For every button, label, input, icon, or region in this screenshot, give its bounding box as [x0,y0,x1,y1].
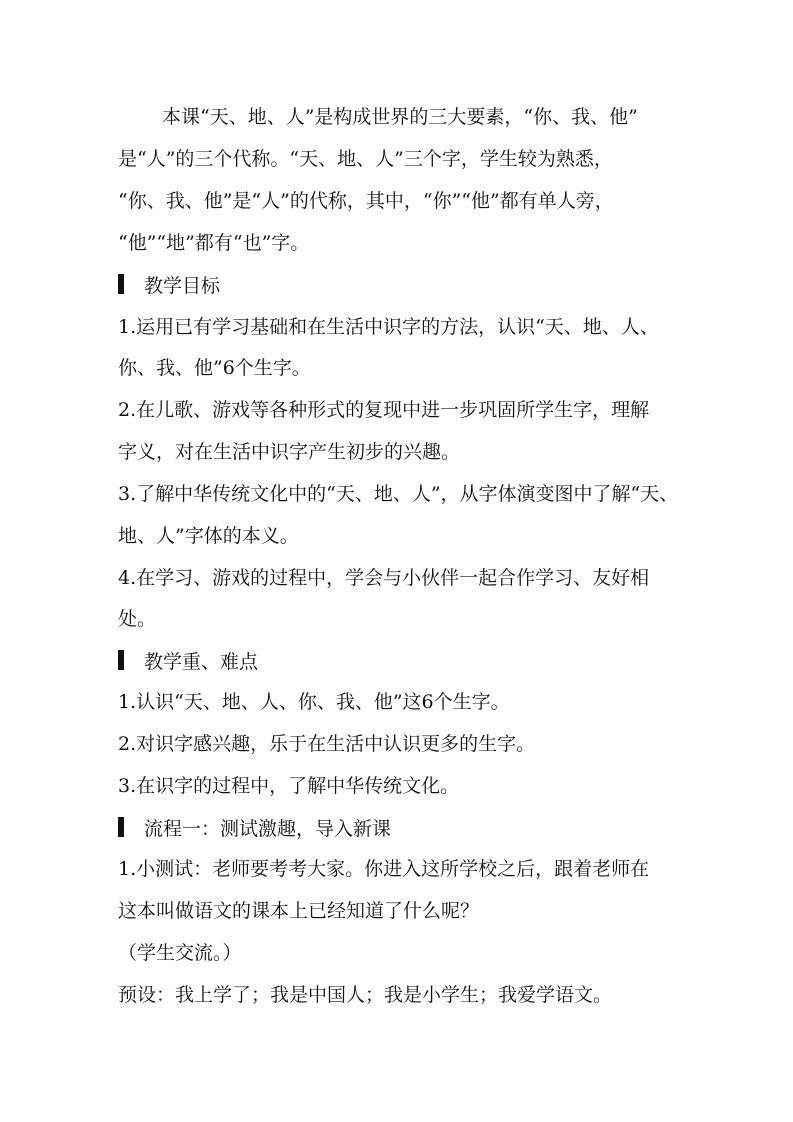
goal-4-line-2: 处。 [118,608,157,630]
section-heading-label: 教学目标 [144,274,221,297]
intro-line-3: “你、我、他”是“人”的代称，其中，“你”“他”都有单人旁， [118,190,614,212]
heading-bar-icon [118,650,124,670]
goal-1-line-1: 1.运用已有学习基础和在生活中识字的方法，认识“天、地、人、 [118,316,659,338]
goal-3-line-1: 3.了解中华传统文化中的“天、地、人”，从字体演变图中了解“天、 [118,483,679,505]
process-note: （学生交流。） [118,942,242,964]
heading-bar-icon [118,274,124,294]
key-point-1: 1.认识“天、地、人、你、我、他”这6个生字。 [118,691,510,713]
intro-line-4: “他”“地”都有“也”字。 [118,232,310,254]
goal-2-line-2: 字义，对在生活中识字产生初步的兴趣。 [118,441,461,463]
intro-line-1: 本课“天、地、人”是构成世界的三大要素，“你、我、他” [162,106,638,128]
section-heading-label: 流程一：测试激趣，导入新课 [144,817,392,840]
goal-4-line-1: 4.在学习、游戏的过程中，学会与小伙伴一起合作学习、友好相 [118,567,650,589]
section-heading-goals [118,273,220,295]
section-heading-label: 教学重、难点 [144,650,259,673]
section-heading-key-points [118,649,258,671]
goal-3-line-2: 地、人”字体的本义。 [118,525,299,547]
goal-2-line-1: 2.在儿歌、游戏等各种形式的复现中进一步巩固所学生字，理解 [118,399,650,421]
intro-line-2: 是“人”的三个代称。“天、地、人”三个字，学生较为熟悉， [118,148,613,170]
goal-1-line-2: 你、我、他”6个生字。 [118,357,311,379]
process-1-line-2: 这本叫做语文的课本上已经知道了什么呢？ [118,900,480,922]
section-heading-process [118,816,391,838]
process-1-line-1: 1.小测试：老师要考考大家。你进入这所学校之后，跟着老师在 [118,858,650,880]
heading-bar-icon [118,817,124,837]
key-point-3: 3.在识字的过程中，了解中华传统文化。 [118,775,460,797]
key-point-2: 2.对识字感兴趣，乐于在生活中认识更多的生字。 [118,733,536,755]
process-preset: 预设：我上学了；我是中国人；我是小学生；我爱学语文。 [118,984,613,1006]
